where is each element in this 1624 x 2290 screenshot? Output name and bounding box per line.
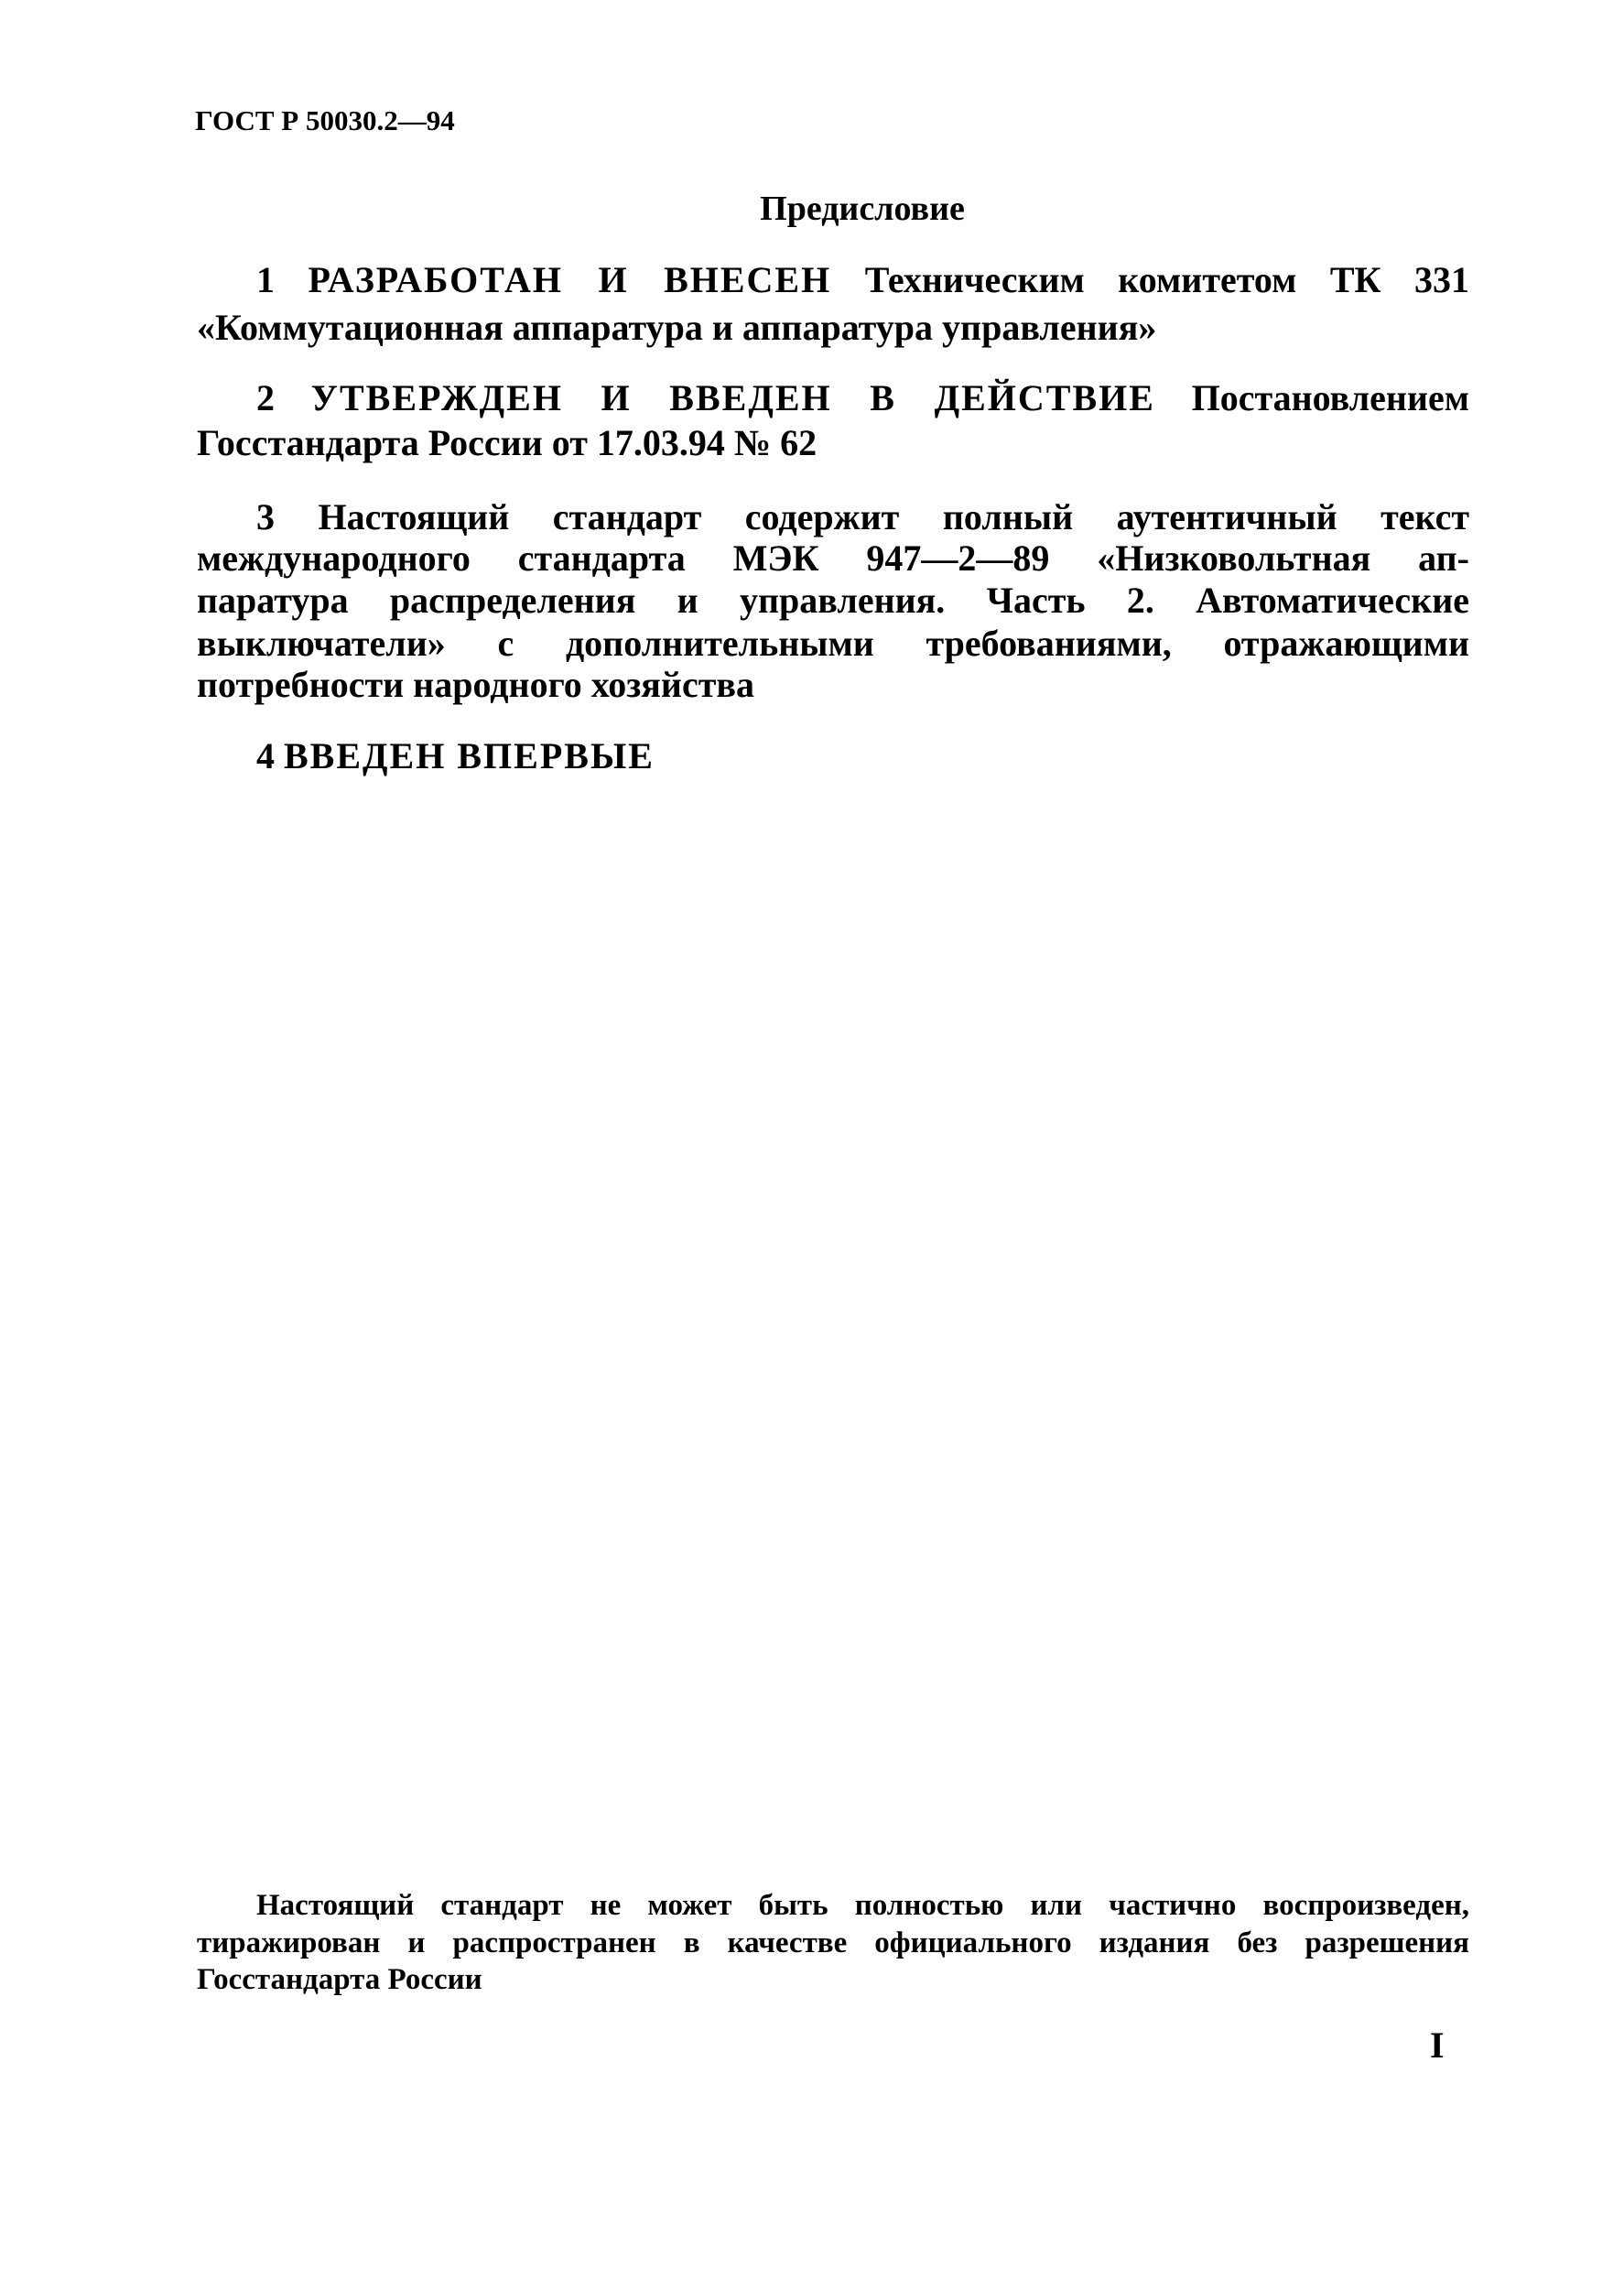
item-2-line-2: Госстандарта России от 17.03.94 № 62 xyxy=(197,422,817,463)
item-3-line: потребности народного хозяйства xyxy=(197,664,754,705)
item-4 xyxy=(256,734,1469,778)
item-lead: РАЗРАБОТАН И ВНЕСЕН xyxy=(308,259,832,300)
page-number: I xyxy=(1430,2024,1445,2066)
item-1-line-1 xyxy=(256,258,1469,302)
item-text: Постановлением xyxy=(1191,377,1470,418)
item-3-line: паратура распределения и управления. Часть 2. Автоматические xyxy=(197,580,1469,621)
footer-line: тиражирован и распространен в качестве официального издания без разрешения xyxy=(197,1926,1469,1959)
item-2-line-1 xyxy=(256,376,1469,420)
page-title: Предисловие xyxy=(760,190,965,228)
item-number: 1 xyxy=(256,259,275,300)
item-1-line-2: «Коммутационная аппаратура и аппаратура управления» xyxy=(197,307,1157,348)
item-text: Техническим комитетом ТК 331 xyxy=(864,259,1469,300)
document-code-header: ГОСТ Р 50030.2—94 xyxy=(195,104,455,136)
item-3-line: выключатели» с дополнительными требованиями, отражающими xyxy=(197,623,1469,664)
item-lead: УТВЕРЖДЕН И ВВЕДЕН В ДЕЙСТВИЕ xyxy=(310,377,1155,418)
item-number: 2 xyxy=(256,377,275,418)
footer-line: Госстандарта России xyxy=(197,1963,482,1996)
item-3-line: международного стандарта МЭК 947—2—89 «Низковольтная ап- xyxy=(197,537,1469,579)
footer-line: Настоящий стандарт не может быть полностью или частично воспроизведен, xyxy=(256,1889,1469,1922)
item-3-line: 3 Настоящий стандарт содержит полный аутентичный текст xyxy=(256,496,1469,537)
item-number: 4 xyxy=(256,735,275,776)
item-lead: ВВЕДЕН ВПЕРВЫЕ xyxy=(284,735,655,776)
